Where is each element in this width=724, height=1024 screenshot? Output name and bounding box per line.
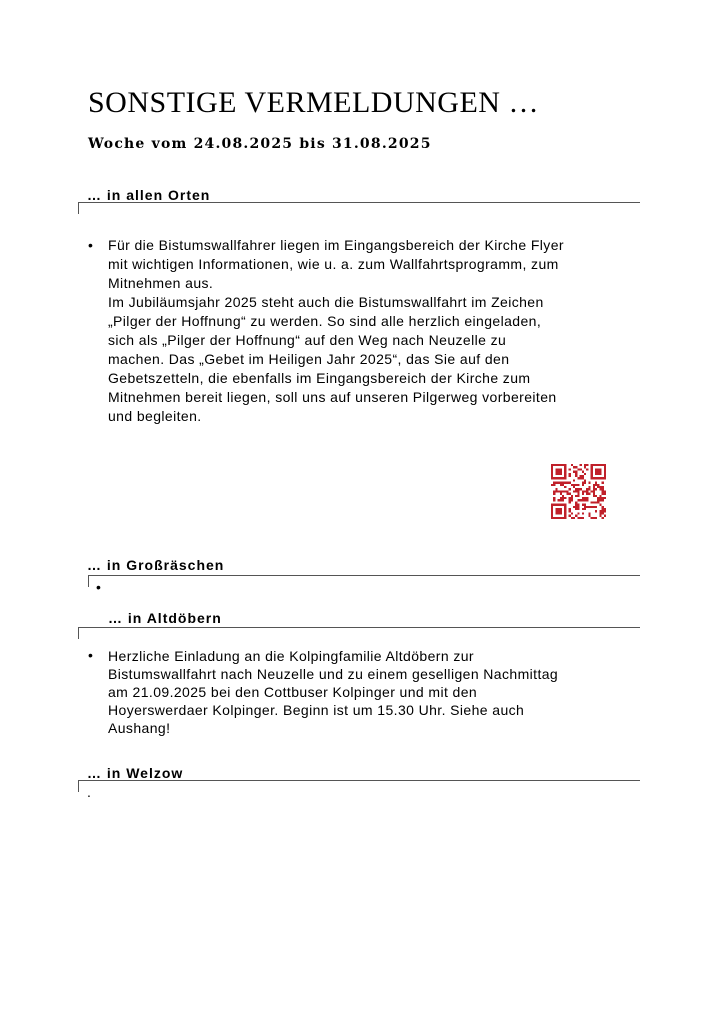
page-title: SONSTIGE VERMELDUNGEN … — [88, 86, 539, 119]
text-line: Herzliche Einladung an die Kolpingfamilie Altdöbern zur — [108, 648, 474, 664]
text-line: mit wichtigen Informationen, wie u. a. zum Wallfahrtsprogramm, zum — [108, 256, 559, 272]
bullet-marker: • — [88, 237, 93, 253]
text-line: am 21.09.2025 bei den Cottbuser Kolpinger und mit den — [108, 684, 478, 700]
section-rule — [88, 575, 640, 576]
week-subtitle: Woche vom 24.08.2025 bis 31.08.2025 — [88, 136, 432, 152]
bullet-marker: • — [88, 647, 93, 663]
text-line: Für die Bistumswallfahrer liegen im Eingangsbereich der Kirche Flyer — [108, 237, 564, 253]
text-line: Mitnehmen aus. — [108, 275, 214, 291]
section-rule-tick — [78, 627, 79, 639]
section-rule-tick — [88, 575, 89, 587]
section-rule — [78, 627, 640, 628]
text-line: „Pilger der Hoffnung“ zu werden. So sind alle herzlich eingeladen, — [108, 313, 542, 329]
announcement-altdoebern — [108, 647, 558, 737]
section-rule — [78, 202, 640, 203]
section-rule-tick — [78, 780, 79, 792]
list-marker: . — [87, 784, 91, 800]
text-line: sich als „Pilger der Hoffnung“ auf den Weg nach Neuzelle zu — [108, 332, 507, 348]
text-line: Gebetszetteln, die ebenfalls im Eingangsbereich der Kirche zum — [108, 370, 531, 386]
text-line: Mitnehmen bereit liegen, soll uns auf unseren Pilgerweg vorbereiten — [108, 389, 557, 405]
text-line: Aushang! — [108, 720, 171, 736]
text-line: machen. Das „Gebet im Heiligen Jahr 2025“, das Sie auf den — [108, 351, 510, 367]
section-rule-tick — [78, 202, 79, 214]
section-heading-welzow: … in Welzow — [87, 765, 184, 781]
section-rule — [78, 780, 640, 781]
qr-code-icon[interactable] — [551, 464, 606, 519]
text-line: Im Jubiläumsjahr 2025 steht auch die Bistumswallfahrt im Zeichen — [108, 294, 544, 310]
text-line: und begleiten. — [108, 408, 202, 424]
announcement-alle-orten — [108, 236, 564, 426]
section-heading-altdoebern: … in Altdöbern — [108, 610, 222, 626]
text-line: Bistumswallfahrt nach Neuzelle und zu einem geselligen Nachmittag — [108, 666, 559, 682]
bullet-marker: • — [96, 579, 101, 595]
section-heading-grossraeschen: … in Großräschen — [87, 557, 225, 573]
text-line: Hoyerswerdaer Kolpinger. Beginn ist um 15.30 Uhr. Siehe auch — [108, 702, 525, 718]
section-heading-alle-orten: … in allen Orten — [87, 187, 211, 203]
